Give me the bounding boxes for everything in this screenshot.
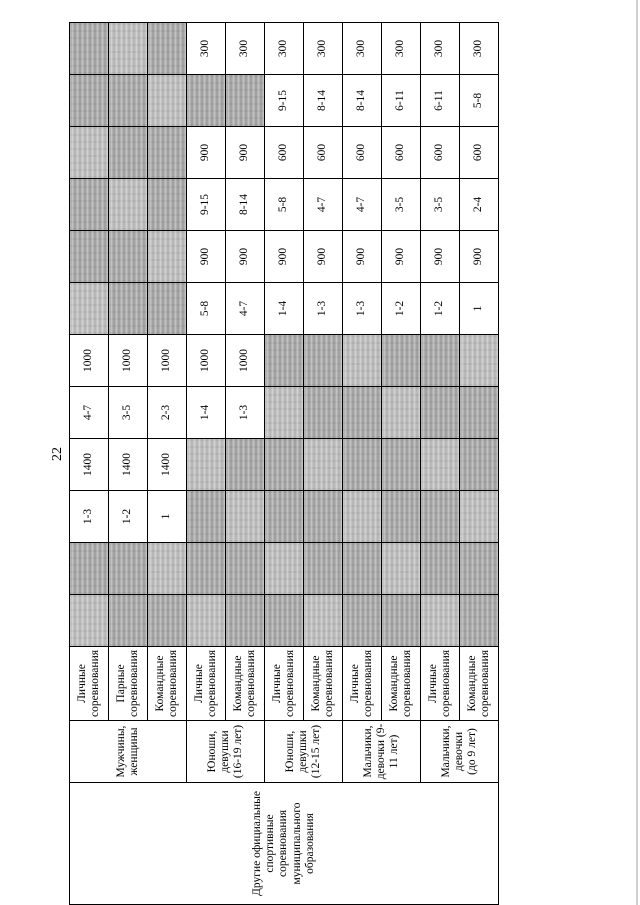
place-range-cell: [70, 283, 109, 335]
points-cell: 600: [421, 127, 460, 179]
place-range-cell: 5-8: [460, 75, 499, 127]
place-range-cell: 1-2: [382, 283, 421, 335]
place-range-cell: [148, 75, 187, 127]
points-cell: [421, 335, 460, 387]
place-range-cell: [265, 491, 304, 543]
table-row: [187, 23, 226, 905]
place-range-cell: 4-7: [304, 179, 343, 231]
place-range-cell: 6-11: [382, 75, 421, 127]
points-cell: [382, 335, 421, 387]
place-range-cell: [187, 491, 226, 543]
place-range-cell: 3-5: [421, 179, 460, 231]
place-range-cell: [460, 387, 499, 439]
place-range-cell: [109, 283, 148, 335]
points-cell: [148, 543, 187, 595]
points-cell: 1400: [109, 439, 148, 491]
place-range-cell: 6-11: [421, 75, 460, 127]
place-range-cell: [343, 491, 382, 543]
place-range-cell: [109, 179, 148, 231]
place-range-cell: [148, 283, 187, 335]
place-range-cell: [70, 179, 109, 231]
points-cell: [304, 439, 343, 491]
place-range-cell: 4-7: [70, 387, 109, 439]
place-range-cell: 1-3: [304, 283, 343, 335]
points-cell: [460, 543, 499, 595]
points-cell: [109, 23, 148, 75]
competition-type-cell: Личные соревнования: [70, 647, 109, 721]
place-range-cell: 1-3: [226, 387, 265, 439]
place-range-cell: [382, 595, 421, 647]
place-range-cell: [109, 595, 148, 647]
points-cell: 900: [304, 231, 343, 283]
place-range-cell: 4-7: [343, 179, 382, 231]
place-range-cell: [421, 387, 460, 439]
competition-type-cell: Личные соревнования: [343, 647, 382, 721]
place-range-cell: [187, 75, 226, 127]
place-range-cell: [187, 595, 226, 647]
points-cell: [304, 543, 343, 595]
place-range-cell: 9-15: [187, 179, 226, 231]
place-range-cell: [304, 491, 343, 543]
place-range-cell: 1: [148, 491, 187, 543]
points-cell: [70, 231, 109, 283]
place-range-cell: 1: [460, 283, 499, 335]
points-cell: [148, 127, 187, 179]
points-cell: [70, 23, 109, 75]
points-cell: 900: [382, 231, 421, 283]
competition-type-cell: Личные соревнования: [265, 647, 304, 721]
place-range-cell: [148, 595, 187, 647]
points-cell: [265, 439, 304, 491]
place-range-cell: 1-3: [343, 283, 382, 335]
points-cell: 900: [226, 231, 265, 283]
competition-type-cell: Личные соревнования: [187, 647, 226, 721]
points-cell: 300: [265, 23, 304, 75]
place-range-cell: 5-8: [187, 283, 226, 335]
table-row: [343, 23, 382, 905]
place-range-cell: [304, 595, 343, 647]
points-cell: [187, 543, 226, 595]
age-group-cell: Мальчики, девочки (9-11 лет): [343, 721, 421, 783]
scan-edge: [636, 0, 638, 905]
points-cell: 900: [421, 231, 460, 283]
place-range-cell: 8-14: [304, 75, 343, 127]
place-range-cell: 2-4: [460, 179, 499, 231]
place-range-cell: [460, 595, 499, 647]
rotated-table-container: [69, 25, 499, 905]
points-cell: 300: [187, 23, 226, 75]
competition-type-cell: Командные соревнования: [226, 647, 265, 721]
age-group-cell: Юноши, девушки (16-19 лет): [187, 721, 265, 783]
points-cell: 1000: [109, 335, 148, 387]
points-cell: [148, 231, 187, 283]
points-cell: [265, 543, 304, 595]
points-cell: 1400: [148, 439, 187, 491]
points-cell: [421, 543, 460, 595]
place-range-cell: 8-14: [343, 75, 382, 127]
place-range-cell: [226, 491, 265, 543]
competition-type-cell: Парные соревнования: [109, 647, 148, 721]
points-cell: 600: [343, 127, 382, 179]
place-range-cell: 3-5: [109, 387, 148, 439]
place-range-cell: [304, 387, 343, 439]
place-range-cell: [343, 595, 382, 647]
points-cell: 1000: [226, 335, 265, 387]
competition-type-cell: Командные соревнования: [382, 647, 421, 721]
place-range-cell: [226, 75, 265, 127]
place-range-cell: 5-8: [265, 179, 304, 231]
place-range-cell: 1-2: [421, 283, 460, 335]
points-cell: [70, 543, 109, 595]
points-cell: [421, 439, 460, 491]
place-range-cell: [148, 179, 187, 231]
competition-type-cell: Личные соревнования: [421, 647, 460, 721]
points-cell: [265, 335, 304, 387]
points-cell: 300: [460, 23, 499, 75]
place-range-cell: 3-5: [382, 179, 421, 231]
points-cell: [226, 439, 265, 491]
points-cell: 300: [304, 23, 343, 75]
points-cell: [343, 543, 382, 595]
points-cell: 600: [460, 127, 499, 179]
points-cell: [109, 231, 148, 283]
place-range-cell: [70, 75, 109, 127]
place-range-cell: [382, 491, 421, 543]
age-group-cell: Мужчины, женщины: [70, 721, 187, 783]
place-range-cell: [226, 595, 265, 647]
points-cell: 900: [343, 231, 382, 283]
points-cell: 900: [226, 127, 265, 179]
points-cell: [304, 335, 343, 387]
competition-type-cell: Командные соревнования: [460, 647, 499, 721]
place-range-cell: 9-15: [265, 75, 304, 127]
place-range-cell: [109, 75, 148, 127]
place-range-cell: [421, 491, 460, 543]
competition-category: Другие официальные спортивные соревнования муниципального образования: [70, 783, 499, 905]
points-cell: [70, 127, 109, 179]
table-row: [421, 23, 460, 905]
points-cell: 300: [421, 23, 460, 75]
place-range-cell: 2-3: [148, 387, 187, 439]
place-range-cell: [265, 387, 304, 439]
place-range-cell: [382, 387, 421, 439]
points-cell: 1000: [70, 335, 109, 387]
points-cell: [382, 439, 421, 491]
place-range-cell: [343, 387, 382, 439]
place-range-cell: 4-7: [226, 283, 265, 335]
points-cell: 1000: [148, 335, 187, 387]
place-range-cell: 8-14: [226, 179, 265, 231]
age-group-cell: Мальчики, девочки (до 9 лет): [421, 721, 499, 783]
points-cell: [226, 543, 265, 595]
competition-type-cell: Командные соревнования: [304, 647, 343, 721]
place-range-cell: 1-4: [187, 387, 226, 439]
table-row: [70, 23, 109, 905]
age-group-cell: Юноши, девушки (12-15 лет): [265, 721, 343, 783]
page-number: 22: [50, 447, 65, 461]
points-cell: 900: [187, 127, 226, 179]
points-cell: 600: [304, 127, 343, 179]
points-cell: 300: [343, 23, 382, 75]
points-cell: [109, 543, 148, 595]
place-range-cell: 1-2: [109, 491, 148, 543]
place-range-cell: 1-4: [265, 283, 304, 335]
points-cell: 600: [382, 127, 421, 179]
points-cell: [460, 335, 499, 387]
points-cell: 300: [382, 23, 421, 75]
points-cell: 300: [226, 23, 265, 75]
points-cell: [187, 439, 226, 491]
points-cell: 900: [265, 231, 304, 283]
table-row: [265, 23, 304, 905]
points-cell: [343, 439, 382, 491]
place-range-cell: [265, 595, 304, 647]
place-range-cell: 1-3: [70, 491, 109, 543]
points-cell: 1000: [187, 335, 226, 387]
points-cell: 600: [265, 127, 304, 179]
ranks-table: [69, 22, 499, 905]
points-cell: 900: [460, 231, 499, 283]
place-range-cell: [460, 491, 499, 543]
points-cell: [343, 335, 382, 387]
points-cell: [109, 127, 148, 179]
points-cell: 1400: [70, 439, 109, 491]
points-cell: [148, 23, 187, 75]
points-cell: 900: [187, 231, 226, 283]
place-range-cell: [421, 595, 460, 647]
points-cell: [460, 439, 499, 491]
points-cell: [382, 543, 421, 595]
table-body: [70, 23, 499, 905]
competition-type-cell: Командные соревнования: [148, 647, 187, 721]
place-range-cell: [70, 595, 109, 647]
